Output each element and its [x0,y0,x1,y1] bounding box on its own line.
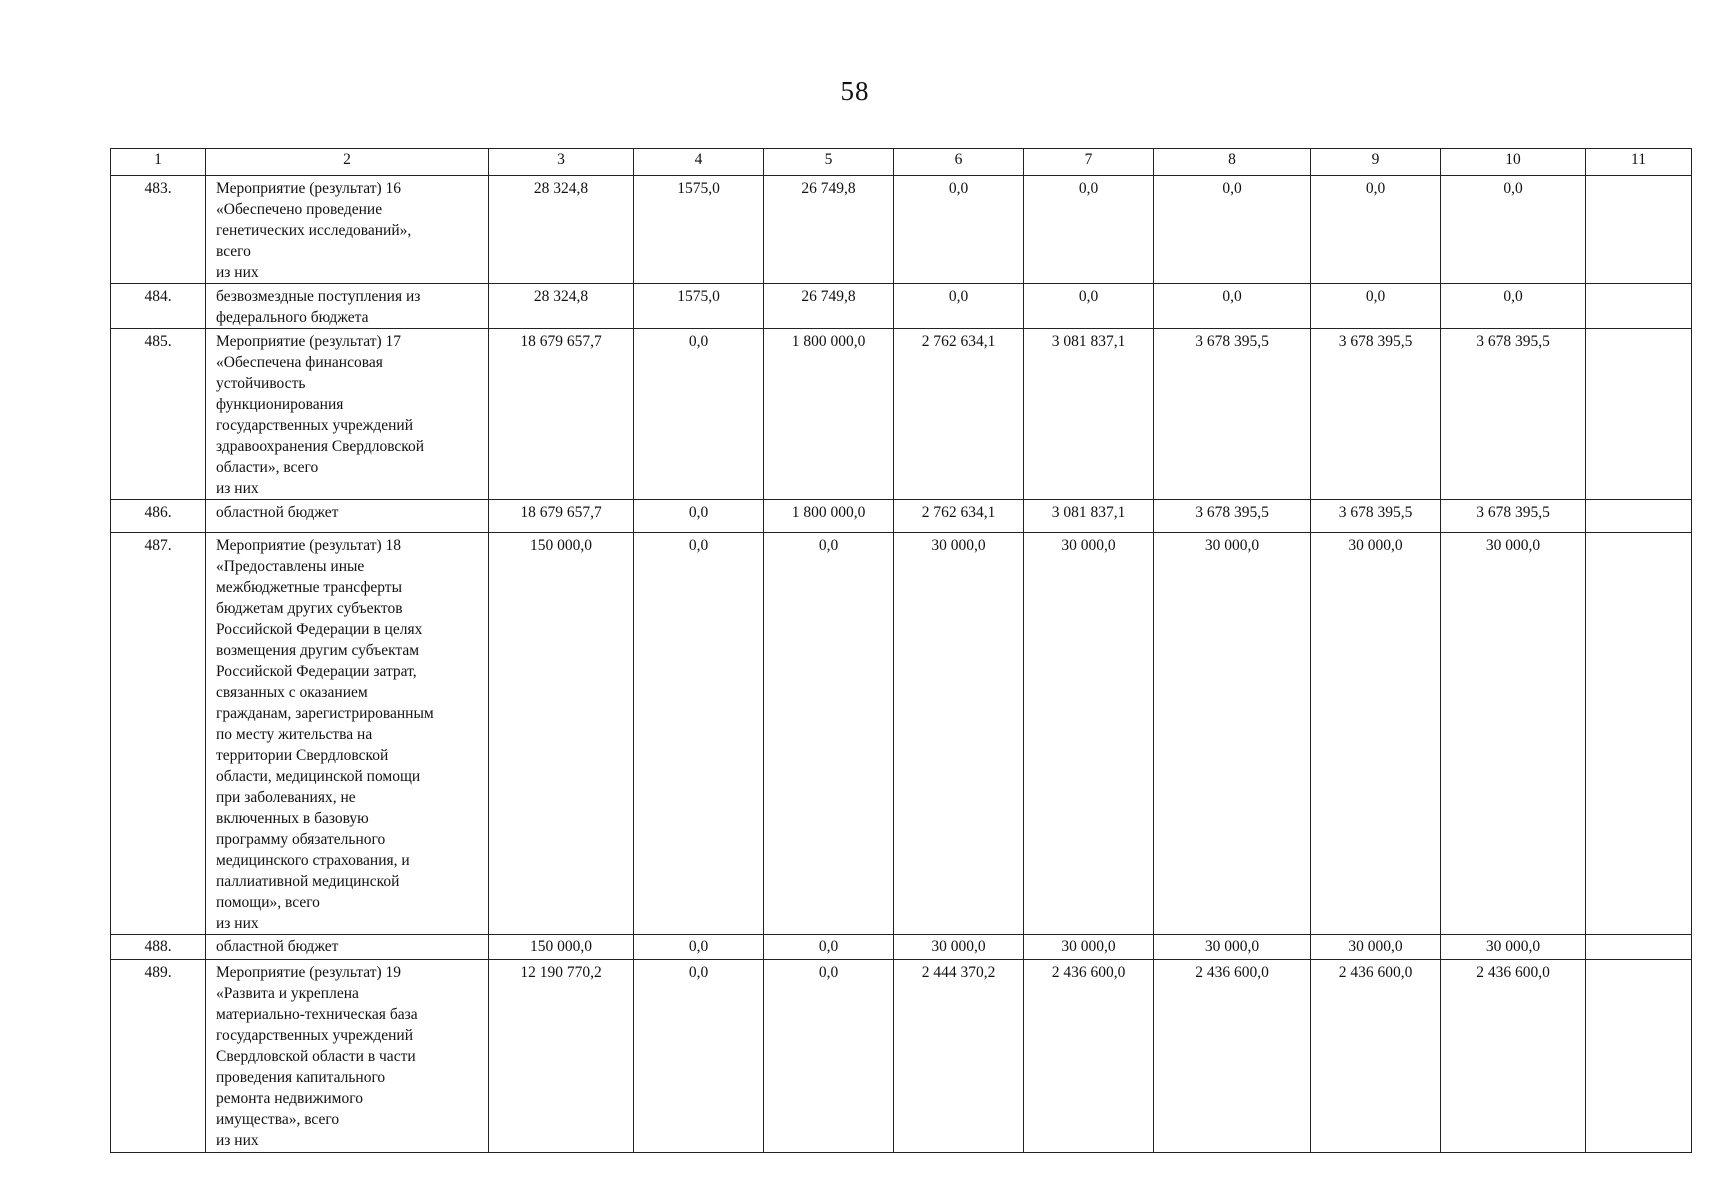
cell-col-3: 28 324,8 [489,284,634,329]
cell-col-6: 30 000,0 [894,533,1024,935]
column-header-11: 11 [1586,149,1692,176]
cell-col-10: 3 678 395,5 [1441,329,1586,500]
page-number: 58 [840,76,870,106]
cell-col-4: 0,0 [634,329,764,500]
cell-col-10: 30 000,0 [1441,533,1586,935]
cell-col-8: 0,0 [1154,284,1311,329]
cell-col-4: 1575,0 [634,284,764,329]
cell-col-10: 3 678 395,5 [1441,500,1586,533]
cell-col-3: 150 000,0 [489,533,634,935]
table-row [111,500,1692,533]
cell-col-9: 0,0 [1311,176,1441,284]
cell-col-3: 12 190 770,2 [489,960,634,1153]
table-row [111,329,1692,500]
row-index: 487. [111,533,206,935]
cell-col-4: 0,0 [634,935,764,960]
row-index: 483. [111,176,206,284]
row-name: областной бюджет [206,935,489,960]
cell-col-4: 1575,0 [634,176,764,284]
column-header-3: 3 [489,149,634,176]
cell-col-11 [1586,176,1692,284]
cell-col-10: 0,0 [1441,176,1586,284]
cell-col-11 [1586,500,1692,533]
cell-col-9: 2 436 600,0 [1311,960,1441,1153]
row-name: Мероприятие (результат) 16 «Обеспечено проведение генетических исследований», всего из них [206,176,489,284]
cell-col-7: 0,0 [1024,284,1154,329]
cell-col-5: 0,0 [764,960,894,1153]
cell-col-10: 0,0 [1441,284,1586,329]
cell-col-4: 0,0 [634,533,764,935]
row-name: Мероприятие (результат) 18 «Предоставлены иные межбюджетные трансферты бюджетам других субъектов Российской Федерации в целях возмещения другим субъектам Российской Федерации затрат, связанных с оказанием гражданам, зарегистрированным по месту жительства на территории Свердловской области, медицинской помощи при заболеваниях, не включенных в базовую программу обязательного медицинского страхования, и паллиативной медицинской помощи», всего из них [206,533,489,935]
column-header-10: 10 [1441,149,1586,176]
cell-col-5: 0,0 [764,935,894,960]
cell-col-6: 30 000,0 [894,935,1024,960]
table-row [111,960,1692,1153]
column-header-6: 6 [894,149,1024,176]
row-index: 489. [111,960,206,1153]
cell-col-11 [1586,935,1692,960]
cell-col-11 [1586,533,1692,935]
cell-col-3: 28 324,8 [489,176,634,284]
cell-col-8: 3 678 395,5 [1154,500,1311,533]
cell-col-8: 0,0 [1154,176,1311,284]
cell-col-7: 30 000,0 [1024,935,1154,960]
column-header-1: 1 [111,149,206,176]
cell-col-3: 18 679 657,7 [489,500,634,533]
cell-col-7: 2 436 600,0 [1024,960,1154,1153]
cell-col-5: 1 800 000,0 [764,329,894,500]
cell-col-9: 30 000,0 [1311,533,1441,935]
cell-col-11 [1586,284,1692,329]
cell-col-4: 0,0 [634,500,764,533]
cell-col-6: 0,0 [894,284,1024,329]
cell-col-8: 3 678 395,5 [1154,329,1311,500]
column-header-5: 5 [764,149,894,176]
cell-col-11 [1586,329,1692,500]
cell-col-8: 30 000,0 [1154,533,1311,935]
cell-col-5: 0,0 [764,533,894,935]
column-header-2: 2 [206,149,489,176]
cell-col-5: 26 749,8 [764,284,894,329]
cell-col-9: 3 678 395,5 [1311,500,1441,533]
row-index: 484. [111,284,206,329]
row-name: Мероприятие (результат) 19 «Развита и укреплена материально-техническая база государственных учреждений Свердловской области в части проведения капитального ремонта недвижимого имущества», всего из них [206,960,489,1153]
cell-col-9: 3 678 395,5 [1311,329,1441,500]
row-index: 486. [111,500,206,533]
budget-table [110,148,1692,1153]
cell-col-7: 0,0 [1024,176,1154,284]
column-header-8: 8 [1154,149,1311,176]
table-row [111,935,1692,960]
header-row [111,149,1692,176]
cell-col-6: 2 444 370,2 [894,960,1024,1153]
cell-col-10: 2 436 600,0 [1441,960,1586,1153]
cell-col-8: 30 000,0 [1154,935,1311,960]
cell-col-4: 0,0 [634,960,764,1153]
row-index: 485. [111,329,206,500]
cell-col-9: 0,0 [1311,284,1441,329]
cell-col-7: 3 081 837,1 [1024,329,1154,500]
row-name: Мероприятие (результат) 17 «Обеспечена финансовая устойчивость функционирования государственных учреждений здравоохранения Свердловской области», всего из них [206,329,489,500]
cell-col-7: 30 000,0 [1024,533,1154,935]
table-row [111,176,1692,284]
column-header-9: 9 [1311,149,1441,176]
cell-col-3: 18 679 657,7 [489,329,634,500]
cell-col-7: 3 081 837,1 [1024,500,1154,533]
column-header-7: 7 [1024,149,1154,176]
cell-col-6: 2 762 634,1 [894,329,1024,500]
table-row [111,284,1692,329]
column-header-4: 4 [634,149,764,176]
cell-col-11 [1586,960,1692,1153]
row-name: безвозмездные поступления из федерального бюджета [206,284,489,329]
cell-col-3: 150 000,0 [489,935,634,960]
cell-col-10: 30 000,0 [1441,935,1586,960]
cell-col-6: 0,0 [894,176,1024,284]
cell-col-9: 30 000,0 [1311,935,1441,960]
cell-col-8: 2 436 600,0 [1154,960,1311,1153]
cell-col-5: 1 800 000,0 [764,500,894,533]
cell-col-5: 26 749,8 [764,176,894,284]
row-name: областной бюджет [206,500,489,533]
row-index: 488. [111,935,206,960]
table-row [111,533,1692,935]
cell-col-6: 2 762 634,1 [894,500,1024,533]
